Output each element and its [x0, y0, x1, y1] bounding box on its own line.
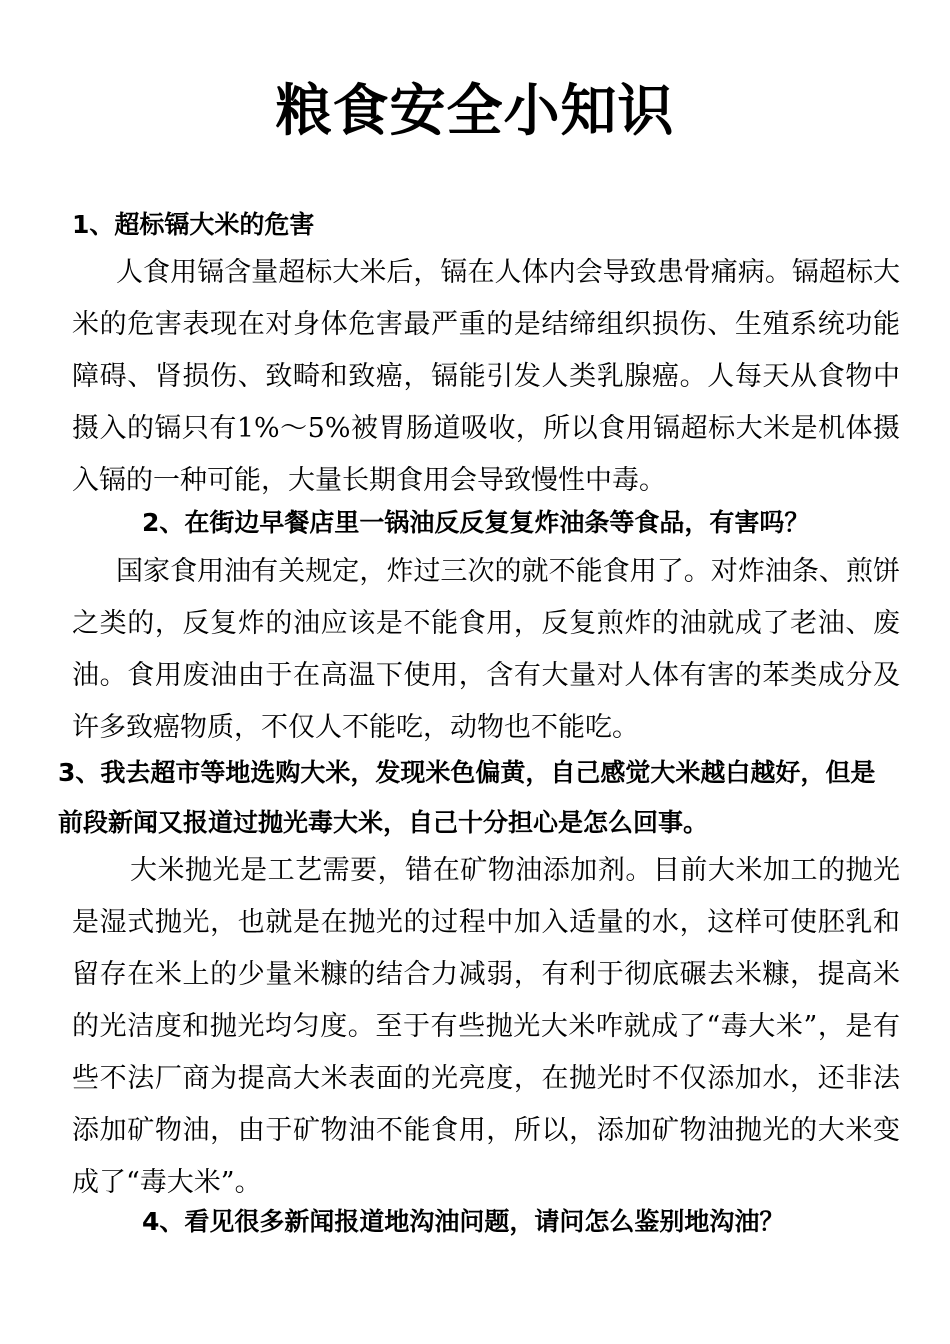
- section-1-heading: 1、超标镉大米的危害: [72, 210, 315, 239]
- section-3-body: 大米抛光是工艺需要，错在矿物油添加剂。目前大米加工的抛光是湿式抛光，也就是在抛光的过程中加入适量的水，这样可使胚乳和留存在米上的少量米糠的结合力减弱，有利于彻底碾去米糠，提高米的光洁度和抛光均匀度。至于有些抛光大米咋就成了“毒大米”，是有些不法厂商为提高大米表面的光亮度，在抛光时不仅添加水，还非法添加矿物油，由于矿物油不能食用，所以，添加矿物油抛光的大米变成了“毒大米”。: [72, 855, 900, 1198]
- section-1-body: 人食用镉含量超标大米后，镉在人体内会导致患骨痛病。镉超标大米的危害表现在对身体危害最严重的是结缔组织损伤、生殖系统功能障碍、肾损伤、致畸和致癌，镉能引发人类乳腺癌。人每天从食物中摄入的镉只有1%～5%被胃肠道吸收，所以食用镉超标大米是机体摄入镉的一种可能，大量长期食用会导致慢性中毒。: [72, 257, 900, 496]
- section-2-body: 国家食用油有关规定，炸过三次的就不能食用了。对炸油条、煎饼之类的，反复炸的油应该是不能食用，反复煎炸的油就成了老油、废油。食用废油由于在高温下使用，含有大量对人体有害的苯类成分及许多致癌物质，不仅人不能吃，动物也不能吃。: [72, 556, 900, 743]
- page-title: 粮食安全小知识: [275, 79, 675, 144]
- section-3-heading: 3、我去超市等地选购大米，发现米色偏黄，自己感觉大米越白越好，但是前段新闻又报道过抛光毒大米，自己十分担心是怎么回事。: [58, 758, 876, 837]
- section-2-heading: 2、在街边早餐店里一锅油反反复复炸油条等食品，有害吗？: [142, 508, 810, 537]
- section-4-heading: 4、看见很多新闻报道地沟油问题，请问怎么鉴别地沟油？: [142, 1207, 785, 1236]
